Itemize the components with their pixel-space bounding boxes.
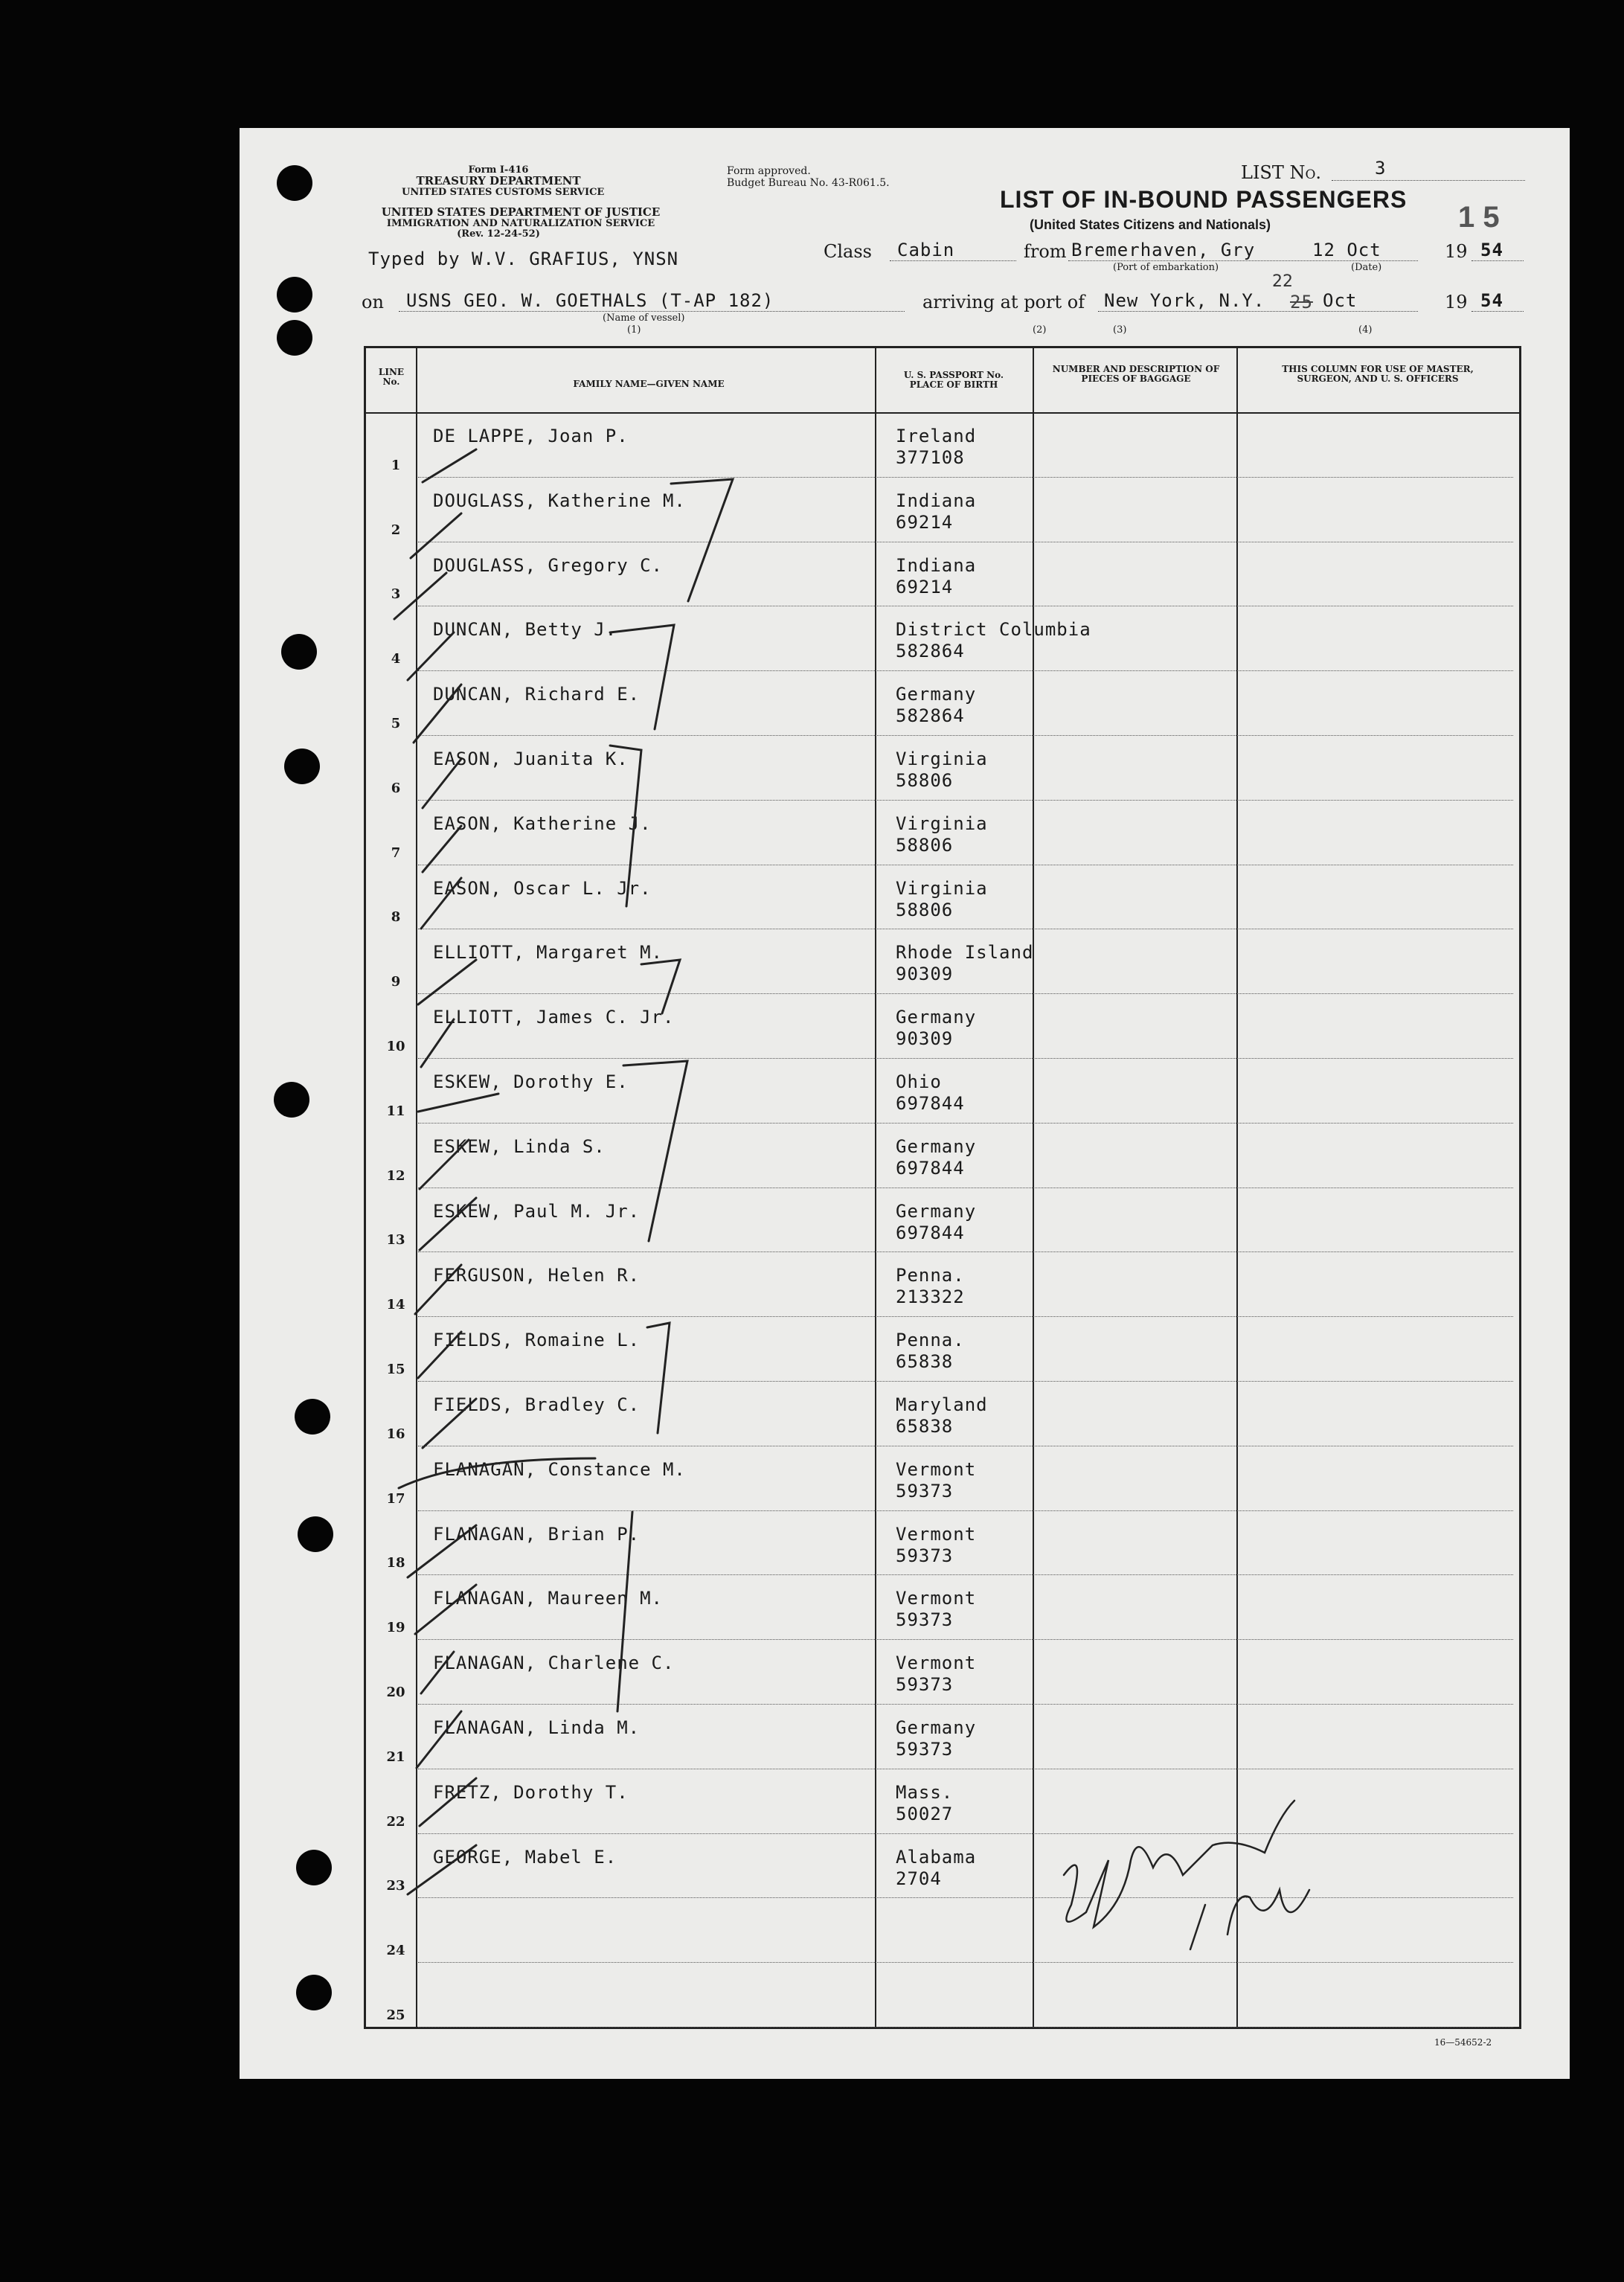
arrival-year-underline — [1471, 311, 1524, 312]
passenger-table — [364, 346, 1521, 2029]
passenger-name: DOUGLASS, Gregory C. — [433, 554, 663, 576]
table-row — [366, 1965, 1519, 2030]
header-baggage: NUMBER AND DESCRIPTION OF PIECES OF BAGGAGE — [1052, 364, 1220, 384]
table-row — [366, 738, 1519, 803]
row-rule — [418, 670, 1513, 671]
table-row — [366, 1449, 1519, 1513]
passenger-name: FLANAGAN, Brian P. — [433, 1523, 641, 1545]
header-name: FAMILY NAME—GIVEN NAME — [573, 379, 725, 389]
header-passport: U. S. PASSPORT No. PLACE OF BIRTH — [903, 370, 1004, 390]
line-number: 10 — [386, 1038, 405, 1054]
list-number: 3 — [1375, 158, 1387, 179]
footer-code: 16—54652-2 — [1434, 2037, 1492, 2048]
place-of-birth: Penna. — [896, 1265, 965, 1286]
table-row — [366, 868, 1519, 932]
passenger-name: GEORGE, Mabel E. — [433, 1846, 617, 1868]
line-number: 5 — [391, 715, 401, 731]
budget-bureau: Budget Bureau No. 43-R061.5. — [727, 177, 890, 189]
line-number: 3 — [391, 586, 401, 603]
arrival-port: New York, N.Y. — [1104, 290, 1265, 311]
passport-number: 59373 — [896, 1674, 954, 1696]
row-rule — [418, 1639, 1513, 1640]
passenger-name: FLANAGAN, Linda M. — [433, 1717, 641, 1738]
place-of-birth: Alabama — [896, 1846, 977, 1868]
place-of-birth: Virginia — [896, 877, 988, 899]
punch-hole — [296, 1975, 332, 2010]
arrival-year-suffix: 54 — [1480, 290, 1503, 311]
arriving-label: arriving at port of — [922, 292, 1085, 313]
line-number: 4 — [391, 651, 401, 667]
table-row — [366, 996, 1519, 1061]
passenger-name: ELLIOTT, James C. Jr. — [433, 1007, 675, 1028]
row-rule — [418, 477, 1513, 478]
passport-number: 65838 — [896, 1416, 954, 1437]
arrival-underline — [1098, 311, 1418, 312]
table-row — [366, 1254, 1519, 1319]
table-row — [366, 1319, 1519, 1384]
passport-number: 59373 — [896, 1480, 954, 1501]
punch-hole — [274, 1082, 309, 1118]
passenger-name: FIELDS, Bradley C. — [433, 1394, 641, 1415]
place-of-birth: Germany — [896, 684, 977, 705]
place-of-birth: Germany — [896, 1007, 977, 1028]
punch-hole — [284, 749, 320, 784]
passport-number: 59373 — [896, 1739, 954, 1760]
table-row — [366, 545, 1519, 609]
customs-service: UNITED STATES CUSTOMS SERVICE — [402, 187, 605, 198]
passport-number: 697844 — [896, 1222, 965, 1243]
passenger-name: DOUGLASS, Katherine M. — [433, 490, 686, 511]
passenger-name: FLANAGAN, Charlene C. — [433, 1653, 675, 1674]
row-rule — [418, 800, 1513, 801]
table-row — [366, 803, 1519, 868]
line-number: 13 — [386, 1232, 405, 1249]
punch-hole — [281, 634, 317, 670]
passport-number: 58806 — [896, 770, 954, 791]
embarkation-port: Bremerhaven, Gry — [1071, 240, 1256, 260]
passport-number: 213322 — [896, 1286, 965, 1308]
passenger-name: EASON, Katherine J. — [433, 813, 652, 834]
line-number: 25 — [386, 2007, 405, 2023]
line-number: 23 — [386, 1878, 405, 1894]
passenger-name: FERGUSON, Helen R. — [433, 1265, 641, 1286]
row-rule — [418, 1316, 1513, 1317]
place-of-birth: Vermont — [896, 1588, 977, 1609]
table-row — [366, 673, 1519, 738]
header-officers: THIS COLUMN FOR USE OF MASTER, SURGEON, AND U. S. OFFICERS — [1282, 364, 1474, 384]
place-of-birth: Germany — [896, 1200, 977, 1222]
form-revision: (Rev. 12-24-52) — [457, 228, 540, 240]
line-number: 11 — [386, 1103, 405, 1119]
passport-number: 582864 — [896, 705, 965, 727]
immigration-service: IMMIGRATION AND NATURALIZATION SERVICE — [386, 218, 655, 229]
passport-number: 50027 — [896, 1803, 954, 1824]
on-label: on — [362, 292, 384, 313]
line-number: 1 — [391, 457, 401, 473]
row-rule — [418, 1962, 1513, 1963]
vessel-name: USNS GEO. W. GOETHALS (T-AP 182) — [406, 290, 774, 311]
passport-number: 69214 — [896, 511, 954, 533]
line-number: 19 — [386, 1620, 405, 1636]
passenger-name: DUNCAN, Betty J. — [433, 619, 617, 641]
place-of-birth: Penna. — [896, 1330, 965, 1351]
table-row — [366, 1577, 1519, 1642]
line-number: 16 — [386, 1426, 405, 1442]
passenger-name: FRETZ, Dorothy T. — [433, 1781, 629, 1803]
treasury-department: TREASURY DEPARTMENT — [416, 174, 581, 188]
row-rule — [418, 1574, 1513, 1575]
line-number: 9 — [391, 974, 401, 990]
passport-number: 58806 — [896, 899, 954, 920]
class-underline — [890, 260, 1016, 261]
place-of-birth: Virginia — [896, 749, 988, 769]
table-row — [366, 1126, 1519, 1190]
year-suffix: 54 — [1480, 240, 1503, 260]
line-number: 18 — [386, 1555, 405, 1571]
passport-number: 59373 — [896, 1609, 954, 1631]
passenger-name: FLANAGAN, Constance M. — [433, 1458, 686, 1480]
row-rule — [418, 1704, 1513, 1705]
document-title: LIST OF IN-BOUND PASSENGERS — [1000, 186, 1408, 213]
passport-number: 65838 — [896, 1351, 954, 1373]
place-of-birth: Vermont — [896, 1653, 977, 1674]
year-prefix: 19 — [1445, 241, 1468, 262]
year-underline — [1471, 260, 1524, 261]
passenger-name: ESKEW, Paul M. Jr. — [433, 1200, 641, 1222]
table-row — [366, 1772, 1519, 1836]
passenger-name: EASON, Juanita K. — [433, 749, 629, 769]
page-number: 1 5 — [1458, 201, 1500, 234]
column-3-caption: (3) — [1113, 324, 1127, 336]
place-of-birth: Ohio — [896, 1071, 942, 1092]
place-of-birth: Germany — [896, 1717, 977, 1738]
date-caption: (Date) — [1351, 262, 1382, 273]
line-number: 8 — [391, 909, 401, 926]
passenger-name: ESKEW, Dorothy E. — [433, 1071, 629, 1092]
line-number: 22 — [386, 1813, 405, 1830]
table-row — [366, 415, 1519, 480]
line-number: 15 — [386, 1361, 405, 1377]
line-number: 20 — [386, 1684, 405, 1700]
passenger-name: ESKEW, Linda S. — [433, 1135, 606, 1157]
passport-number: 59373 — [896, 1545, 954, 1566]
table-row — [366, 1836, 1519, 1901]
table-row — [366, 480, 1519, 545]
row-rule — [418, 1123, 1513, 1124]
place-of-birth: Maryland — [896, 1394, 988, 1415]
arrival-year-prefix: 19 — [1445, 292, 1468, 313]
place-of-birth: Germany — [896, 1135, 977, 1157]
table-row — [366, 1513, 1519, 1578]
vessel-underline — [399, 311, 905, 312]
list-number-label: LIST No. — [1241, 162, 1322, 183]
header-line-no: LINE No. — [378, 367, 405, 387]
row-rule — [418, 1251, 1513, 1252]
column-4-caption: (4) — [1358, 324, 1373, 336]
passenger-name: DE LAPPE, Joan P. — [433, 426, 629, 446]
row-rule — [418, 1833, 1513, 1834]
place-of-birth: Mass. — [896, 1781, 954, 1803]
arrival-month: Oct — [1323, 290, 1358, 311]
class-value: Cabin — [897, 240, 955, 260]
place-of-birth: Vermont — [896, 1523, 977, 1545]
passport-number: 69214 — [896, 576, 954, 597]
passport-number: 90309 — [896, 1028, 954, 1050]
row-rule — [418, 735, 1513, 736]
embarkation-date: 12 Oct — [1312, 240, 1381, 260]
passport-number: 582864 — [896, 641, 965, 662]
line-number: 7 — [391, 844, 401, 861]
place-of-birth: Virginia — [896, 813, 988, 834]
row-rule — [418, 2027, 1513, 2028]
table-row — [366, 1900, 1519, 1965]
place-of-birth: Ireland — [896, 426, 977, 446]
passport-number: 377108 — [896, 447, 965, 468]
row-rule — [418, 1510, 1513, 1511]
list-number-underline — [1332, 180, 1525, 181]
passport-number: 58806 — [896, 834, 954, 856]
line-number: 24 — [386, 1943, 405, 1959]
table-row — [366, 609, 1519, 673]
punch-hole — [298, 1516, 333, 1552]
passenger-name: DUNCAN, Richard E. — [433, 684, 641, 705]
line-number: 21 — [386, 1749, 405, 1765]
arrival-day-corrected: 22 — [1272, 272, 1293, 291]
from-label: from — [1024, 241, 1067, 262]
place-of-birth: District Columbia — [896, 619, 1091, 641]
class-label: Class — [824, 241, 872, 262]
row-rule — [418, 1897, 1513, 1898]
table-row — [366, 1384, 1519, 1449]
place-of-birth: Indiana — [896, 490, 977, 511]
punch-hole — [296, 1850, 332, 1885]
line-number: 6 — [391, 780, 401, 796]
typed-by: Typed by W.V. GRAFIUS, YNSN — [368, 249, 679, 269]
passport-number: 697844 — [896, 1093, 965, 1114]
passenger-name: FIELDS, Romaine L. — [433, 1330, 641, 1351]
header-divider — [366, 412, 1519, 414]
row-rule — [418, 993, 1513, 994]
passport-number: 697844 — [896, 1157, 965, 1179]
document-subtitle: (United States Citizens and Nationals) — [1030, 217, 1271, 232]
punch-hole — [277, 277, 312, 313]
table-row — [366, 1061, 1519, 1126]
table-row — [366, 1707, 1519, 1772]
passport-number: 2704 — [896, 1868, 942, 1889]
form-number: Form I-416 — [468, 164, 529, 176]
port-underline — [1068, 260, 1418, 261]
passport-number: 90309 — [896, 964, 954, 985]
vessel-caption: (Name of vessel) — [603, 313, 685, 324]
line-number: 17 — [386, 1490, 405, 1507]
place-of-birth: Vermont — [896, 1458, 977, 1480]
line-number: 12 — [386, 1167, 405, 1184]
column-1-caption: (1) — [627, 324, 641, 336]
passenger-name: FLANAGAN, Maureen M. — [433, 1588, 663, 1609]
column-2-caption: (2) — [1033, 324, 1047, 336]
line-number: 14 — [386, 1297, 405, 1313]
punch-hole — [277, 165, 312, 201]
passenger-name: EASON, Oscar L. Jr. — [433, 877, 652, 899]
punch-hole — [295, 1399, 330, 1435]
arrival-day-struck: 25 — [1290, 292, 1313, 313]
punch-hole — [277, 320, 312, 356]
place-of-birth: Rhode Island — [896, 942, 1034, 964]
line-number: 2 — [391, 522, 401, 538]
row-rule — [418, 1381, 1513, 1382]
department-of-justice: UNITED STATES DEPARTMENT OF JUSTICE — [381, 205, 661, 219]
row-rule — [418, 1058, 1513, 1059]
form-approved: Form approved. — [727, 165, 811, 177]
table-row — [366, 932, 1519, 996]
passenger-name: ELLIOTT, Margaret M. — [433, 942, 663, 964]
port-caption: (Port of embarkation) — [1113, 262, 1219, 273]
place-of-birth: Indiana — [896, 554, 977, 576]
table-row — [366, 1642, 1519, 1707]
table-row — [366, 1190, 1519, 1255]
